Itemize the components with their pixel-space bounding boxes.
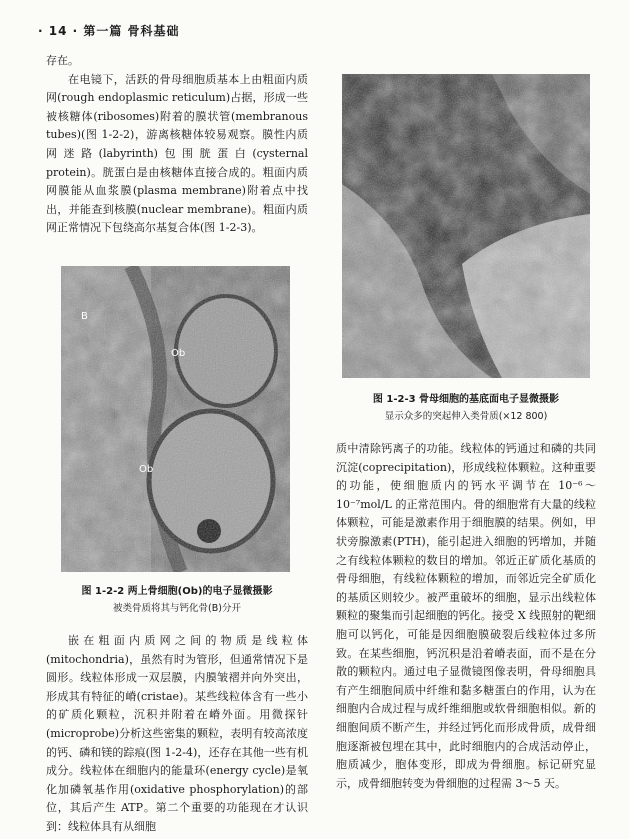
figure-1-2-3-micrograph xyxy=(342,74,590,378)
micrograph-image xyxy=(61,266,290,572)
figure-label: Ob xyxy=(171,348,186,359)
right-column-text xyxy=(336,440,596,793)
paragraph: 存在。 xyxy=(46,54,79,67)
caption-title: 图 1-2-2 两上骨细胞(Ob)的电子显微摄影 xyxy=(81,586,273,597)
running-header: · 14 · 第一篇 骨科基础 xyxy=(38,24,180,38)
figure-1-2-2-caption xyxy=(46,582,308,614)
paragraph: 嵌在粗面内质网之间的物质是线粒体(mitochondria)，虽然有时为管形，但通常情况下是圆形。线粒体形成一双层膜，内膜皱褶并向外突出，形成其有特征的嵴(cristae)。某些线粒体含有一些小的矿质化颗粒，沉积并附着在嵴外面。用微探针(microprobe)分析这些密集的颗粒，表明有较高浓度的钙、磷和镁的踪痕(图 1-2-4)，还存在其他一些有机成分。线粒体在细胞内的能量环(energy cycle)是氧化加磷氧基作用(oxidative phosphorylation)的部位，其后产生 ATP。第二个重要的功能现在才认识到：线粒体具有从细胞 xyxy=(46,634,308,833)
left-column-top xyxy=(46,52,308,238)
figure-label: Ob xyxy=(139,464,154,475)
caption-title: 图 1-2-3 骨母细胞的基底面电子显微摄影 xyxy=(372,394,560,405)
figure-label: B xyxy=(81,311,88,322)
figure-1-2-2-micrograph xyxy=(61,266,290,572)
caption-subtitle: 被类骨质将其与钙化骨(B)分开 xyxy=(113,603,241,614)
left-column-bottom xyxy=(46,632,308,837)
paragraph: 在电镜下，活跃的骨母细胞质基本上由粗面内质网(rough endoplasmic reticulum)占据，形成一些被核糖体(ribosomes)附着的膜状管(membranous tubes)(图 1-2-2)，游离核糖体较易观察。膜性内质网迷路(labyrinth)包围胱蛋白(cysternal protein)。胱蛋白是由核糖体直接合成的。粗面内质网膜能从血浆膜(plasma membrane)附着点中找出，并能查到核膜(nuclear membrane)。粗面内质网正常情况下包绕高尔基复合体(图 1-2-3)。 xyxy=(46,72,308,235)
micrograph-image xyxy=(342,74,590,378)
paragraph: 质中清除钙离子的功能。线粒体的钙通过和磷的共同沉淀(coprecipitation)，形成线粒体颗粒。这种重要的功能，使细胞质内的钙水平调节在 10⁻⁶～10⁻⁷mol/L 的正常范围内。骨的细胞常有大量的线粒体颗粒，可能是激素作用于细胞膜的结果。例如，甲状旁腺激素(PTH)，能引起进入细胞的钙增加，并随之有线粒体颗粒的数目的增加。邻近正矿质化基质的骨母细胞，有线粒体颗粒的增加，而邻近完全矿质化的基质区则较少。被严重破坏的细胞，显示出线粒体颗粒的聚集而引起细胞的钙化。接受 X 线照射的靶细胞可以钙化，可能是因细胞膜破裂后线粒体过多所致。在某些细胞，钙沉积是沿着嵴表面，而不是在分散的颗粒内。通过电子显微镜图像表明，骨母细胞具有产生细胞间质中纤维和黏多糖蛋白的作用，认为在细胞内合成过程与成纤维细胞或软骨细胞相似。新的细胞间质不断产生，并经过钙化而形成骨质，成骨细胞逐渐被包埋在其中，此时细胞内的合成活动停止，胞质减少，胞体变形，即成为骨细胞。标记研究显示，成骨细胞转变为骨细胞的过程需 3～5 天。 xyxy=(336,442,596,790)
caption-subtitle: 显示众多的突起伸入类骨质(×12 800) xyxy=(384,411,548,422)
figure-1-2-3-caption xyxy=(336,390,596,422)
